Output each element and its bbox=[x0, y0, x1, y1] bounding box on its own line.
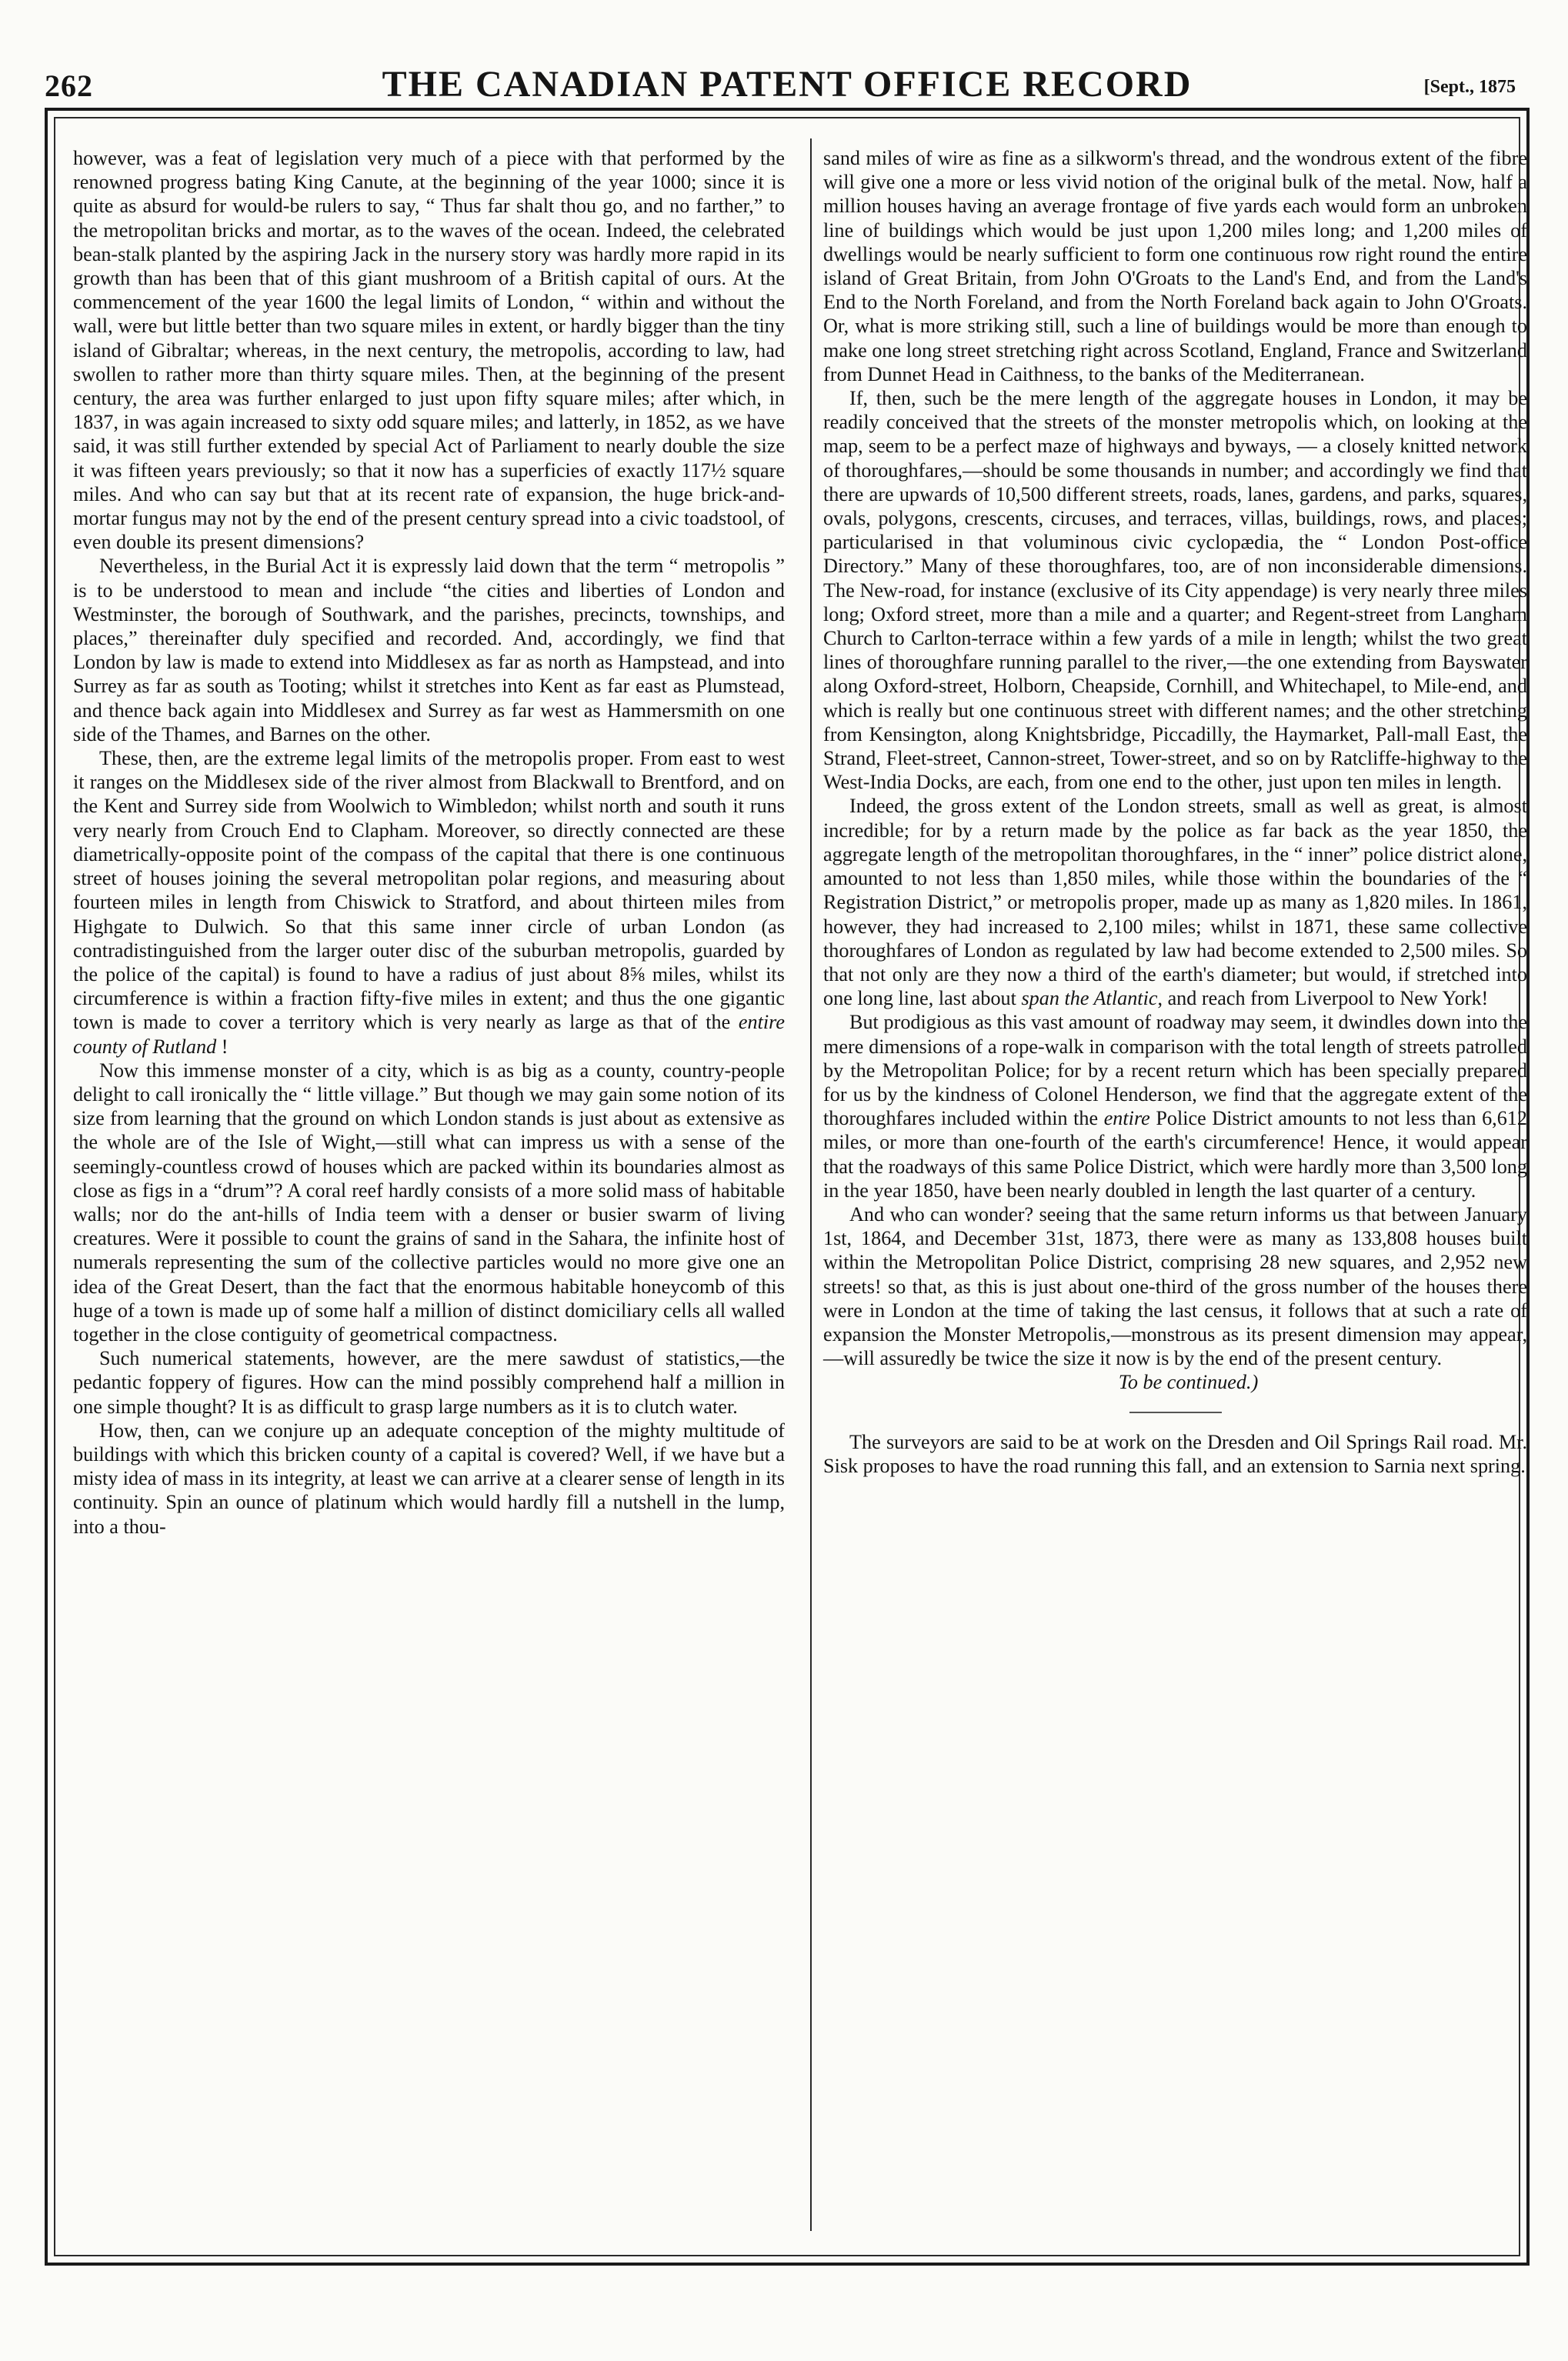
right-column bbox=[823, 146, 1527, 1478]
paragraph: Now this immense monster of a city, which is as big as a county, country-people delight to call ironically the “ little village.” But though we may gain some notion of its size from learning that the ground on which London stands is just about as extensive as the whole are of the Isle of Wight,—still what can impress us with a sense of the seemingly-countless crowd of houses which are packed within its boundaries almost as close as figs in a “drum”? A coral reef hardly consists of a more solid mass of habitable walls; nor do the ant-hills of India teem with a denser or busier swarm of living creatures. Were it possible to count the grains of sand in the Sahara, the infinite host of numerals representing the sum of the collective particles would no more give one an idea of the Great Desert, than the fact that the enormous habitable honeycomb of this huge of a town is made up of some half a million of distinct domiciliary cells all walled together in the close contiguity of geometrical compactness. bbox=[73, 1059, 785, 1346]
italic-phrase: span the Atlantic bbox=[1021, 987, 1158, 1010]
paragraph: Such numerical statements, however, are the mere sawdust of statistics,—the pedantic foppery of figures. How can the mind possibly comprehend half a million in one simple thought? It is as difficult to grasp large numbers as it is to clutch water. bbox=[73, 1347, 785, 1418]
journal-title: THE CANADIAN PATENT OFFICE RECORD bbox=[382, 64, 1193, 105]
paragraph: Indeed, the gross extent of the London streets, small as well as great, is almost incredible; for by a return made by the police as far back as the year 1850, the aggregate length of the metropolitan thoroughfares, in the “ inner” police district alone, amounted to not less than 1,850 miles, while those within the boundaries of the “ Registration District,” or metropolis proper, made up as many as 1,820 miles. In 1861, however, they had increased to 2,100 miles; whilst in 1871, these same collective thoroughfares of London as regulated by law had become extended to 2,500 miles. So that not only are they now a third of the earth's diameter; but would, if stretched into one long line, last about span the Atlantic, and reach from Liverpool to New York! bbox=[823, 795, 1527, 1010]
column-rule bbox=[810, 138, 812, 2231]
issue-date: [Sept., 1875 bbox=[1423, 77, 1516, 97]
italic-phrase: entire county of Rutland bbox=[73, 1011, 785, 1058]
paragraph: however, was a feat of legislation very much of a piece with that performed by the renowned progress bating King Canute, at the beginning of the year 1000; since it is quite as absurd for would-be rulers to say, “ Thus far shalt thou go, and no farther,” to the metropolitan bricks and mortar, as to the waves of the ocean. Indeed, the celebrated bean-stalk planted by the aspiring Jack in the nursery story was hardly more rapid in its growth than has been that of this giant mushroom of a British capital of ours. At the commencement of the year 1600 the legal limits of London, “ within and without the wall, were but little better than two square miles in extent, or hardly bigger than the tiny island of Gibraltar; whereas, in the next century, the metropolis, according to law, had swollen to rather more than thirty square miles. Then, at the beginning of the present century, the area was further enlarged to just upon fifty square miles; after which, in 1837, in was again increased to sixty odd square miles; and latterly, in 1852, as we have said, it was still further extended by special Act of Parliament to nearly double the size it was fifteen years previously; so that it now has a superficies of exactly 117½ square miles. And who can say but that at its recent rate of expansion, the huge brick-and-mortar fungus may not by the end of the present century spread into a civic toadstool, of even double its present dimensions? bbox=[73, 147, 785, 554]
paragraph: If, then, such be the mere length of the aggregate houses in London, it may be readily conceived that the streets of the monster metropolis which, on looking at the map, seem to be a perfect maze of highways and byways, — a closely knitted network of thoroughfares,—should be some thousands in number; and accordingly we find that there are upwards of 10,500 different streets, roads, lanes, gardens, and parks, squares, ovals, polygons, crescents, circuses, and terraces, villas, buildings, rows, and places; particularised in that voluminous civic cyclopædia, the “ London Post-office Directory.” Many of these thoroughfares, too, are of non inconsiderable dimensions. The New-road, for instance (exclusive of its City appendage) is very nearly three miles long; Oxford street, more than a mile and a quarter; and Regent-street from Langham Church to Carlton-terrace within a few yards of a mile in length; whilst the two great lines of thoroughfare running parallel to the river,—the one extending from Bayswater along Oxford-street, Holborn, Cheapside, Cornhill, and Whitechapel, to Mile-end, and which is really but one continuous street with different names; and the other stretching from Kensington, along Knightsbridge, Piccadilly, the Haymarket, Pall-mall East, the Strand, Fleet-street, Cannon-street, Tower-street, and so on by Ratcliffe-highway to the West-India Docks, are each, from one end to the other, just upon ten miles in length. bbox=[823, 387, 1527, 794]
section-divider bbox=[1129, 1412, 1222, 1413]
paragraph: Nevertheless, in the Burial Act it is expressly laid down that the term “ metropolis ” is to be understood to mean and include “the cities and liberties of London and Westminster, the borough of Southwark, and the parishes, precincts, townships, and places,” thereinafter duly specified and recorded. And, accordingly, we find that London by law is made to extend into Middlesex as far as north as Hampstead, and into Surrey as far as south as Tooting; whilst it stretches into Kent as far east as Plumstead, and thence back again into Middlesex and Surrey as far west as Hammersmith on one side of the Thames, and Barnes on the other. bbox=[73, 555, 785, 745]
paragraph: How, then, can we conjure up an adequate conception of the mighty multitude of buildings with which this bricken county of a capital is covered? Well, if we have but a misty idea of mass in its integrity, at least we can arrive at a clearer sense of length in its continuity. Spin an ounce of platinum which would hardly fill a nutshell in the lump, into a thou- bbox=[73, 1419, 785, 1538]
paragraph: And who can wonder? seeing that the same return informs us that between January 1st, 1864, and December 31st, 1873, there were as many as 133,808 houses built within the Metropolitan Police District, comprising 28 new squares, and 2,952 new streets! so that, as this is just about one-third of the gross number of the houses there were in London at the time of taking the last census, it follows that at such a rate of expansion the Monster Metropolis,—monstrous as its present dimension may appear,—will assuredly be twice the size it now is by the end of the present century. bbox=[823, 1202, 1527, 1370]
news-notice: The surveyors are said to be at work on the Dresden and Oil Springs Rail road. Mr. Sisk proposes to have the road running this fall, and an extension to Sarnia next spring. bbox=[823, 1430, 1527, 1477]
paragraph: sand miles of wire as fine as a silkworm's thread, and the wondrous extent of the fibre will give one a more or less vivid notion of the original bulk of the metal. Now, half a million houses having an average frontage of five yards each would form an unbroken line of buildings which would be just upon 1,200 miles long; and 1,200 miles of dwellings would be nearly sufficient to form one continuous row right round the entire island of Great Britain, from John O'Groats to the Land's End, and from the Land's End to the North Foreland, and from the North Foreland back again to John O'Groats. Or, what is more striking still, such a line of buildings would be more than enough to make one long street stretching right across Scotland, England, France and Switzerland from Dunnet Head in Caithness, to the banks of the Mediterranean. bbox=[823, 147, 1527, 385]
paragraph: These, then, are the extreme legal limits of the metropolis proper. From east to west it ranges on the Middlesex side of the river almost from Blackwall to Brentford, and on the Kent and Surrey side from Woolwich to Wimbledon; whilst north and south it runs very nearly from Crouch End to Clapham. Moreover, so directly connected are these diametrically-opposite point of the compass of the capital that there is one continuous street of houses joining the several metropolitan polar regions, and measuring about fourteen miles in length from Chiswick to Stratford, and about thirteen miles from Highgate to Dulwich. So that this same inner circle of urban London (as contradistinguished from the larger outer disc of the suburban metropolis, guarded by the police of the capital) is found to have a radius of just about 8⅝ miles, whilst its circumference is within a fraction fifty-five miles in extent; and thus the one gigantic town is made to cover a territory which is very nearly as large as that of the entire county of Rutland ! bbox=[73, 747, 785, 1058]
paragraph: But prodigious as this vast amount of roadway may seem, it dwindles down into the mere dimensions of a rope-walk in comparison with the total length of streets patrolled by the Metropolitan Police; for by a recent return which has been specially prepared for us by the kindness of Colonel Henderson, we find that the aggregate extent of the thoroughfares included within the entire Police District amounts to not less than 6,612 miles, or more than one-fourth of the earth's circumference! Hence, it would appear that the roadways of this same Police District, which were hardly more than 3,500 long in the year 1850, have been nearly doubled in length the last quarter of a century. bbox=[823, 1011, 1527, 1202]
italic-phrase: entire bbox=[1103, 1107, 1150, 1130]
page-header bbox=[45, 63, 1530, 109]
page-number: 262 bbox=[45, 68, 93, 103]
left-column bbox=[73, 146, 785, 1539]
continued-note: To be continued.) bbox=[1118, 1371, 1259, 1394]
